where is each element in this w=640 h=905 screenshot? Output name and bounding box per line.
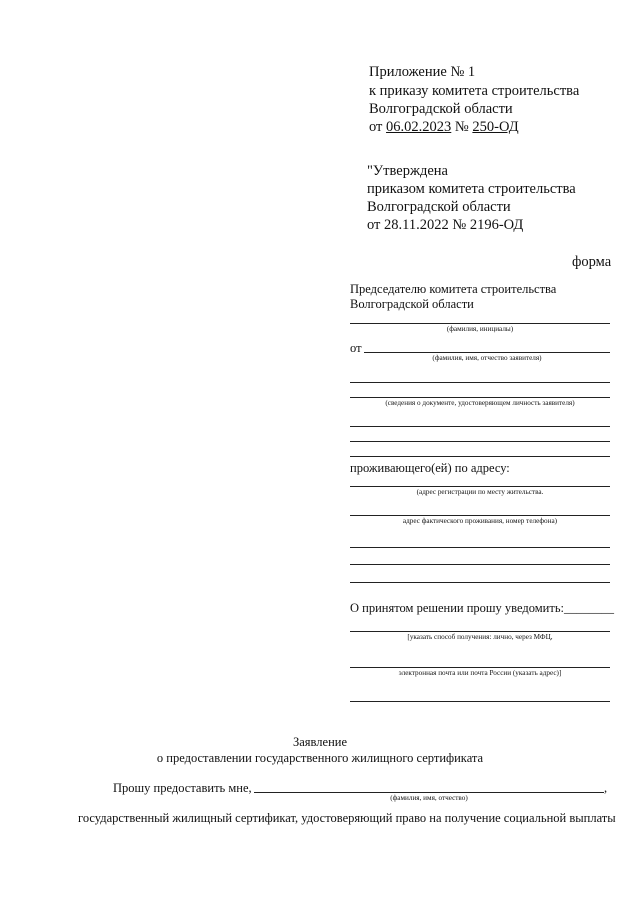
applicant-extra-line[interactable] — [350, 382, 610, 383]
hint-method-1: [указать способ получения: лично, через МФЦ, — [407, 633, 553, 641]
addressee-line-1: Председателю комитета строительства — [350, 282, 557, 296]
document-extra-line-2[interactable] — [350, 441, 610, 442]
hint-actual: адрес фактического проживания, номер телефона) — [402, 517, 558, 525]
request-end: , — [604, 781, 608, 795]
hint-method-2: электронная почта или почта России (указать адрес)] — [398, 669, 562, 677]
address-extra-line-2[interactable] — [350, 564, 610, 565]
statement-title: Заявление — [292, 735, 347, 749]
name-field-line[interactable] — [350, 323, 610, 324]
hint-name: (фамилия, инициалы) — [446, 325, 514, 333]
approved-line-3: Волгоградской области — [367, 199, 511, 215]
document-field-line[interactable] — [350, 397, 610, 398]
method-final-line[interactable] — [350, 701, 610, 702]
from-label: от — [350, 341, 362, 355]
appendix-number: 250-ОД — [472, 119, 519, 135]
request-label: Прошу предоставить мне, — [113, 781, 252, 795]
residing-label: проживающего(ей) по адресу: — [350, 461, 510, 475]
hint-document: (сведения о документе, удостоверяющем личность заявителя) — [385, 399, 575, 407]
appendix-line-3: Волгоградской области — [369, 101, 513, 117]
appendix-date-prefix: от — [369, 119, 387, 135]
hint-applicant: (фамилия, имя, отчество заявителя) — [432, 354, 542, 362]
address-extra-line-3[interactable] — [350, 582, 610, 583]
approved-line-1: "Утверждена — [367, 163, 448, 179]
address-extra-line-1[interactable] — [350, 547, 610, 548]
method-extra-line[interactable] — [350, 667, 610, 668]
appendix-date: 06.02.2023 — [386, 119, 452, 135]
notify-label: О принятом решении прошу уведомить:________ — [350, 601, 614, 615]
appendix-line-2: к приказу комитета строительства — [369, 83, 580, 99]
hint-registration: (адрес регистрации по месту жительства. — [416, 488, 544, 496]
hint-fio: (фамилия, имя, отчество) — [390, 794, 468, 802]
document-extra-line-3[interactable] — [350, 456, 610, 457]
document-extra-line-1[interactable] — [350, 426, 610, 427]
actual-address-field-line[interactable] — [350, 515, 610, 516]
appendix-number-sign: № — [451, 119, 473, 135]
addressee-line-2: Волгоградской области — [350, 297, 474, 311]
statement-body-line: государственный жилищный сертификат, удостоверяющий право на получение социальной выплаты — [78, 811, 616, 825]
statement-subtitle: о предоставлении государственного жилищного сертификата — [156, 751, 484, 765]
appendix-date-line — [369, 118, 519, 137]
method-field-line[interactable] — [350, 631, 610, 632]
appendix-line-1: Приложение № 1 — [369, 64, 476, 80]
approved-line-2: приказом комитета строительства — [367, 181, 576, 197]
fio-field-line[interactable] — [254, 792, 604, 793]
approved-line-4: от 28.11.2022 № 2196-ОД — [367, 217, 524, 233]
form-label: форма — [572, 254, 612, 270]
registration-field-line[interactable] — [350, 486, 610, 487]
applicant-field-line[interactable] — [364, 352, 610, 353]
